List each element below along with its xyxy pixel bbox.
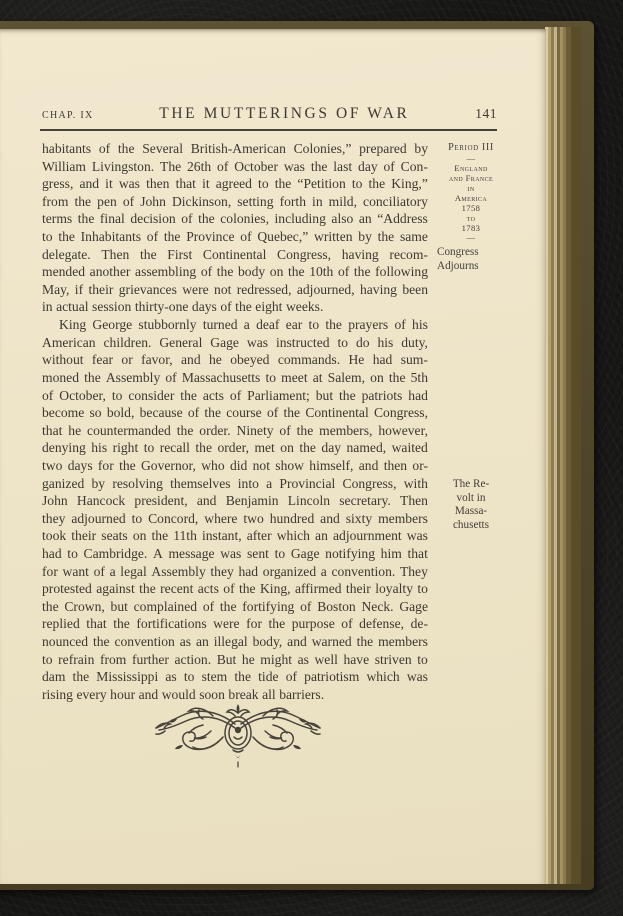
body-text-line: without fear or favor, and he obeyed commands. He had sum- (42, 352, 428, 368)
body-text-line: rising every hour and would soon break all barriers. (42, 686, 325, 702)
book-cover-edge (0, 21, 594, 890)
margin-note-line: in (467, 183, 475, 193)
body-text-line: King George stubbornly turned a deaf ear to the prayers of his (59, 317, 428, 333)
body-text-line: delegate. Then the First Continental Congress, having recom- (42, 246, 428, 262)
page-stack-fore-edge (545, 27, 581, 884)
body-text-line: become so bold, because of the course of the Continental Congress, (42, 405, 428, 421)
header-rule (40, 129, 497, 131)
floral-tailpiece-ornament (153, 701, 323, 773)
margin-note-congress-adjourns (434, 245, 511, 273)
body-text-line: the Crown, but complained of the fortifying of Boston Neck. Gage (42, 598, 428, 614)
margin-note-line: volt in (456, 491, 486, 504)
body-text-line: from the pen of John Dickinson, setting forth in mild, conciliatory (42, 193, 428, 209)
body-text-line: terms the final decision of the colonies, including also an “Address (42, 211, 428, 227)
body-text-line: to refrain from further action. But he might as well have striven to (42, 651, 428, 667)
page-title: THE MUTTERINGS OF WAR (159, 105, 410, 122)
page-number: 141 (475, 106, 497, 121)
margin-note-line: The Re- (452, 478, 490, 490)
margin-note-period (434, 141, 508, 242)
margin-note-line: and France (448, 173, 494, 183)
margin-note-line: Period III (448, 142, 494, 153)
body-text-line: of October, to consider the acts of Parliament; but the patriots had (42, 387, 428, 403)
body-text-line: in actual session thirty-one days of the eight weeks. (42, 299, 324, 315)
body-text-line: habitants of the Several British-American Colonies,” prepared by (42, 141, 428, 156)
body-text-line: May, if their grievances were not redressed, adjourned, having been (42, 281, 428, 297)
margin-note-line: England (454, 163, 488, 173)
body-text-line: took their seats on the 11th instant, after which an adjournment was (42, 528, 428, 544)
body-text (42, 140, 428, 704)
body-text-line: to the Inhabitants of the Province of Quebec,” written by the same (42, 229, 428, 245)
body-text-line: replied that the fortifications were for the purpose of defense, de- (42, 616, 428, 632)
chapter-label: CHAP. IX (42, 110, 94, 121)
body-text-line: they adjourned to Concord, where two hundred and sixty members (42, 510, 428, 526)
book-page (0, 29, 546, 884)
body-text-line: had to Cambridge. A message was sent to Gage notifying him that (42, 546, 428, 562)
margin-note-line: Congress (437, 246, 479, 258)
body-text-line: protested against the recent acts of the King, affirmed their loyalty to (42, 581, 428, 597)
margin-note-line: — (466, 232, 476, 242)
body-text-line: American children. General Gage was instructed to do his duty, (42, 334, 428, 350)
margin-note-line: to (466, 213, 476, 223)
margin-note-revolt-in-massachusetts (434, 478, 508, 532)
margin-note-line: Massa- (454, 505, 488, 517)
body-text-line: nounced the convention as an illegal body, and warned the members (42, 634, 428, 650)
running-header (42, 105, 497, 123)
margin-note-line: America (454, 193, 488, 203)
margin-note-line: Adjourns (437, 260, 479, 272)
body-text-line: denying his right to recall the order, met on the day named, waited (42, 440, 428, 456)
body-text-line: for want of a legal Assembly they had organized a convention. They (42, 563, 428, 579)
body-text-line: two days for the Governor, who did not show himself, and then or- (42, 457, 428, 473)
body-text-line: gress, and it was then that it agreed to the “Petition to the King,” (42, 176, 428, 192)
body-text-line: mended another assembling of the body on the 10th of the following (42, 264, 428, 280)
body-text-line: dam the Mississippi as to stem the tide of patriotism which was (42, 669, 428, 685)
margin-note-line: — (466, 153, 476, 163)
body-text-line: William Livingston. The 26th of October was the last day of Con- (42, 158, 428, 174)
body-text-line: ganized by resolving themselves into a Provincial Congress, with (42, 475, 428, 491)
body-text-line: moned the Assembly of Massachusetts to meet at Salem, on the 5th (42, 369, 428, 385)
margin-note-line: 1783 (461, 223, 481, 233)
margin-note-line: 1758 (461, 203, 481, 213)
body-text-line: John Hancock president, and Benjamin Lincoln secretary. Then (42, 493, 428, 509)
margin-note-line: chusetts (452, 518, 490, 531)
body-text-line: that he countermanded the order. Ninety of the members, however, (42, 422, 428, 438)
